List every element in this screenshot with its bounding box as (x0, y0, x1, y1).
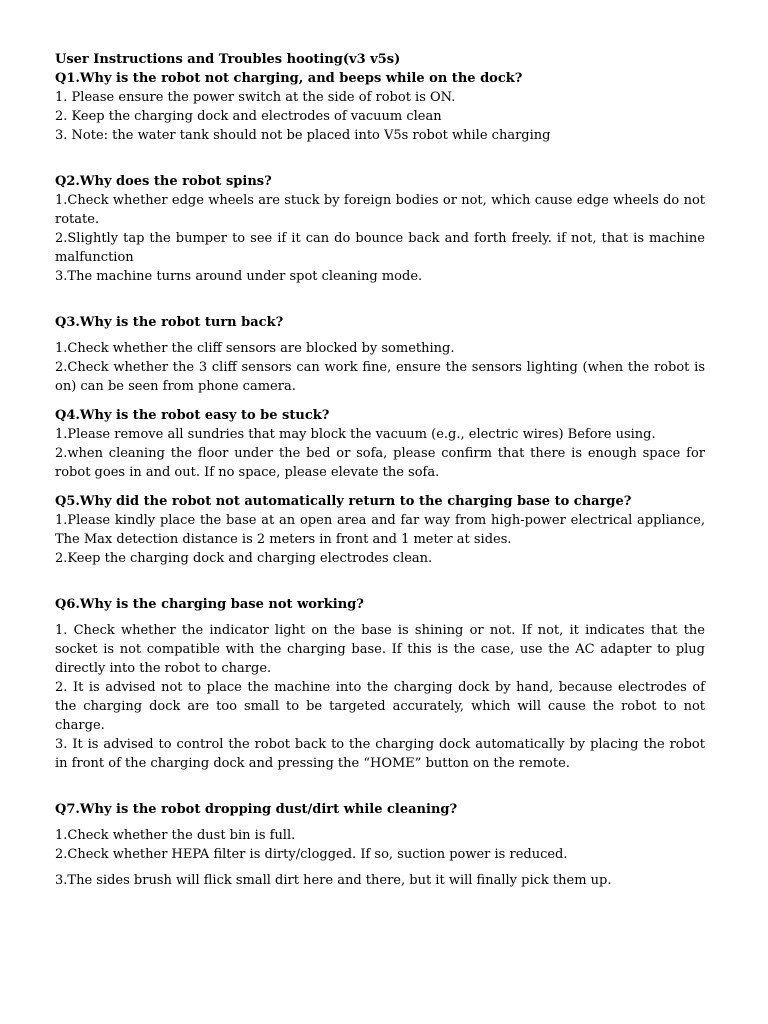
answer-q1-2: 2. Keep the charging dock and electrodes of vacuum clean (55, 109, 442, 124)
spacer (55, 614, 705, 621)
answer-q1-3: 3. Note: the water tank should not be placed into V5s robot while charging (55, 128, 551, 143)
spacer (55, 864, 705, 871)
question-q1: Q1.Why is the robot not charging, and beeps while on the dock? (55, 71, 523, 86)
answer-q2-3: 3.The machine turns around under spot cleaning mode. (55, 269, 423, 284)
document-title: User Instructions and Troubles hooting(v3 v5s) (55, 52, 401, 67)
answer-q3-2: 2.Check whether the 3 cliff sensors can work fine, ensure the sensors lighting (when the robot is on) can be seen from phone camera. (55, 360, 705, 394)
answer-q6-3: 3. It is advised to control the robot back to the charging dock automatically by placing the robot in front of the charging dock and pressing the “HOME” button on the remote. (55, 737, 705, 771)
spacer (55, 286, 705, 313)
answer-q3-1: 1.Check whether the cliff sensors are blocked by something. (55, 341, 455, 356)
answer-q4-1: 1.Please remove all sundries that may block the vacuum (e.g., electric wires) Before using. (55, 427, 656, 442)
spacer (55, 332, 705, 339)
question-q7: Q7.Why is the robot dropping dust/dirt while cleaning? (55, 802, 458, 817)
question-q4: Q4.Why is the robot easy to be stuck? (55, 408, 330, 423)
question-q6: Q6.Why is the charging base not working? (55, 597, 364, 612)
spacer (55, 145, 705, 172)
answer-q5-2: 2.Keep the charging dock and charging electrodes clean. (55, 551, 433, 566)
answer-q4-2: 2.when cleaning the floor under the bed or sofa, please confirm that there is enough space for robot goes in and out. If no space, please elevate the sofa. (55, 446, 705, 480)
instructions-document (55, 50, 705, 890)
answer-q2-2: 2.Slightly tap the bumper to see if it can do bounce back and forth freely. if not, that is machine malfunction (55, 231, 705, 265)
spacer (55, 568, 705, 595)
spacer (55, 482, 705, 492)
answer-q7-1: 1.Check whether the dust bin is full. (55, 828, 296, 843)
answer-q7-2: 2.Check whether HEPA filter is dirty/clogged. If so, suction power is reduced. (55, 847, 568, 862)
answer-q6-1: 1. Check whether the indicator light on the base is shining or not. If not, it indicates that the socket is not compatible with the charging base. If this is the case, use the AC adapter to plug directly into the robot to charge. (55, 623, 705, 676)
question-q2: Q2.Why does the robot spins? (55, 174, 272, 189)
spacer (55, 819, 705, 826)
spacer (55, 396, 705, 406)
answer-q1-1: 1. Please ensure the power switch at the side of robot is ON. (55, 90, 456, 105)
answer-q7-3: 3.The sides brush will flick small dirt here and there, but it will finally pick them up. (55, 873, 612, 888)
answer-q6-2: 2. It is advised not to place the machine into the charging dock by hand, because electrodes of the charging dock are too small to be targeted accurately, which will cause the robot to not charge. (55, 680, 705, 733)
question-q5: Q5.Why did the robot not automatically return to the charging base to charge? (55, 494, 632, 509)
answer-q5-1: 1.Please kindly place the base at an open area and far way from high-power electrical appliance, The Max detection distance is 2 meters in front and 1 meter at sides. (55, 513, 705, 547)
answer-q2-1: 1.Check whether edge wheels are stuck by foreign bodies or not, which cause edge wheels do not rotate. (55, 193, 705, 227)
question-q3: Q3.Why is the robot turn back? (55, 315, 284, 330)
spacer (55, 773, 705, 800)
